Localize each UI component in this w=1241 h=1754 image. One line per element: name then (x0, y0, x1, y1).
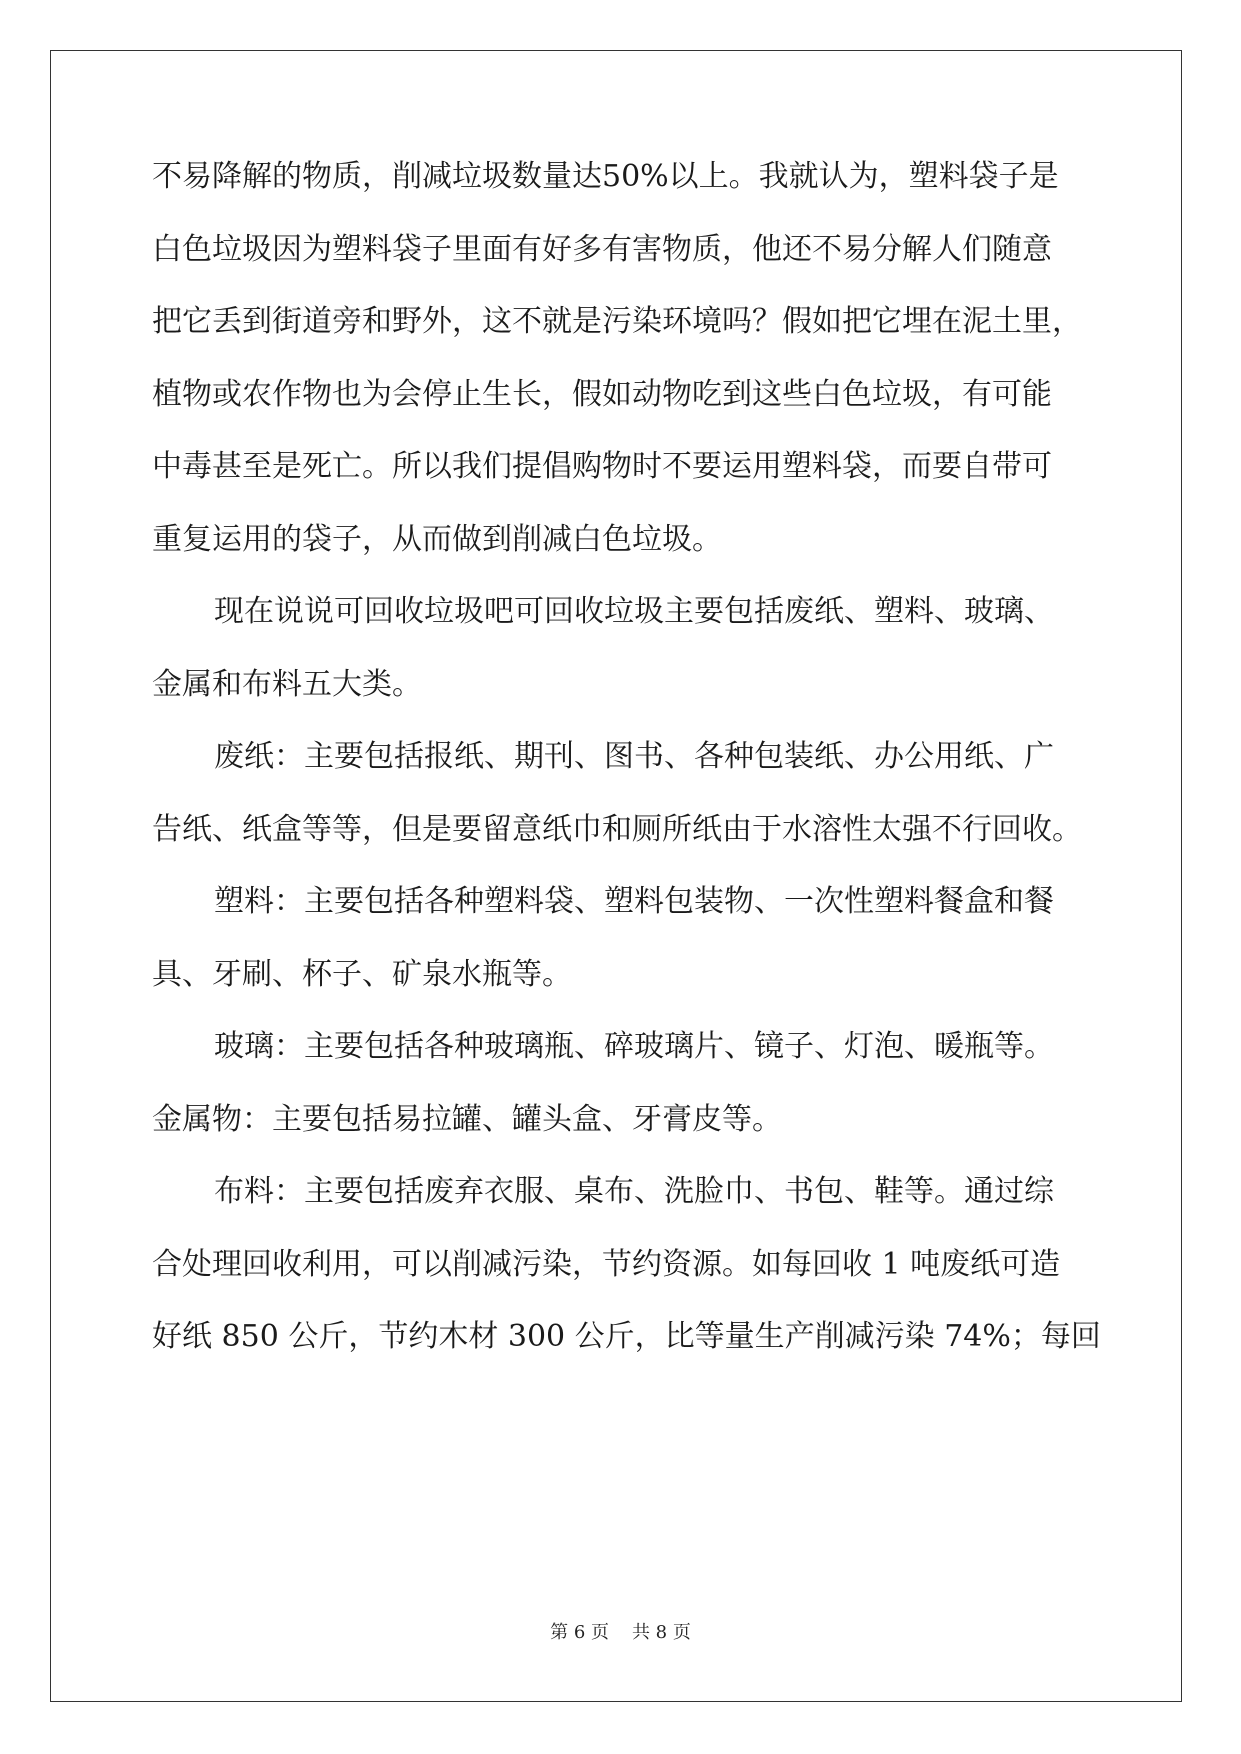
text-line: 合处理回收利用，可以削减污染，节约资源。如每回收 1 吨废纸可造 (152, 1246, 1061, 1282)
text-line: 金属和布料五大类。 (152, 666, 422, 702)
text-line: 现在说说可回收垃圾吧可回收垃圾主要包括废纸、塑料、玻璃、 (214, 594, 1054, 629)
text-line: 告纸、纸盒等等，但是要留意纸巾和厕所纸由于水溶性太强不行回收。 (152, 811, 1082, 847)
page-number-footer: 第 6 页 共 8 页 (550, 1622, 691, 1643)
text-line: 把它丢到街道旁和野外，这不就是污染环境吗？假如把它埋在泥土里， (152, 304, 1082, 339)
text-line: 废纸：主要包括报纸、期刊、图书、各种包装纸、办公用纸、广 (214, 739, 1054, 774)
text-line: 不易降解的物质，削减垃圾数量达50%以上。我就认为，塑料袋子是 (152, 159, 1059, 194)
text-line: 玻璃：主要包括各种玻璃瓶、碎玻璃片、镜子、灯泡、暖瓶等。 (214, 1029, 1054, 1064)
page-border (50, 50, 1182, 1702)
text-line: 重复运用的袋子，从而做到削减白色垃圾。 (152, 521, 722, 557)
text-line: 金属物：主要包括易拉罐、罐头盒、牙膏皮等。 (152, 1101, 782, 1137)
text-line: 好纸 850 公斤，节约木材 300 公斤，比等量生产削减污染 74%；每回 (152, 1319, 1101, 1354)
text-line: 中毒甚至是死亡。所以我们提倡购物时不要运用塑料袋，而要自带可 (152, 449, 1052, 484)
text-line: 具、牙刷、杯子、矿泉水瓶等。 (152, 956, 572, 992)
text-line: 布料：主要包括废弃衣服、桌布、洗脸巾、书包、鞋等。通过综 (214, 1174, 1054, 1209)
text-line: 白色垃圾因为塑料袋子里面有好多有害物质，他还不易分解人们随意 (152, 231, 1052, 267)
text-line: 植物或农作物也为会停止生长，假如动物吃到这些白色垃圾，有可能 (152, 376, 1052, 412)
text-line: 塑料：主要包括各种塑料袋、塑料包装物、一次性塑料餐盒和餐 (214, 884, 1054, 919)
